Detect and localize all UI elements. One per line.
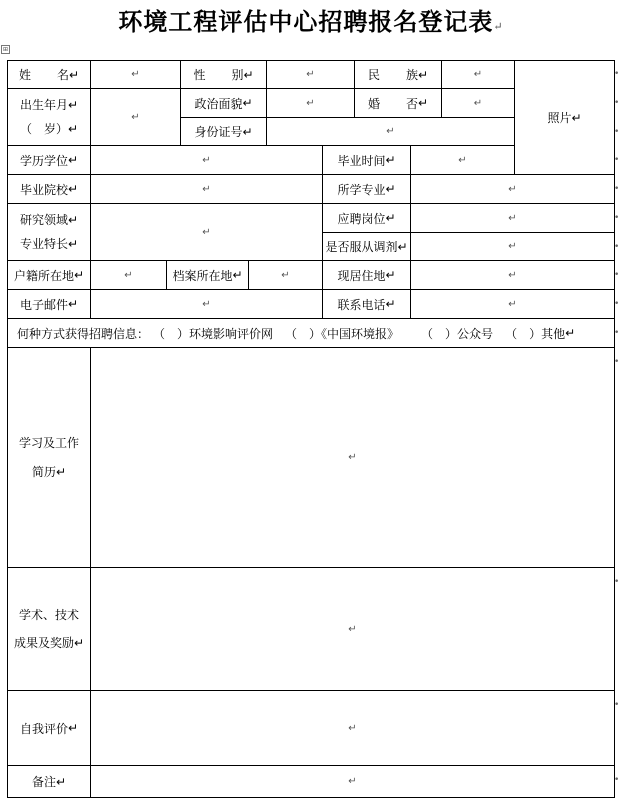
position-input-mark: ↵ [508,212,517,224]
hukou-input[interactable] [91,261,167,290]
info-source-row [7,319,615,348]
school-input-mark: ↵ [202,183,211,195]
achievement-label-mark: ↵ [73,636,85,650]
residence-label-text: 现居住地 [337,268,386,283]
photo-box[interactable] [515,60,615,175]
marital-input[interactable] [442,89,515,118]
email-label [7,290,91,319]
residence-input-mark: ↵ [508,269,517,281]
name-label-mark: ↵ [68,67,80,82]
achievement-label-text2: 成果及奖励 [13,636,74,650]
ethnicity-label [355,60,442,89]
research-label-text: 研究领域 [19,212,68,227]
political-label-text: 政治面貌 [194,96,243,111]
archive-label [167,261,249,290]
school-label [7,175,91,204]
specialty-line-mark: ↵ [67,236,79,251]
major-input-mark: ↵ [508,183,517,195]
degree-label-mark: ↵ [67,153,79,167]
name-input[interactable] [91,60,181,89]
political-label-mark: ↵ [242,96,253,110]
marital-label-mark: ↵ [417,96,429,110]
school-input[interactable] [91,175,323,204]
email-input[interactable] [91,290,323,319]
obey-input[interactable] [411,233,615,261]
phone-label [323,290,411,319]
row-end-mark: • [614,242,620,252]
achievement-input-mark: ↵ [348,623,357,635]
position-label [323,204,411,233]
ethnicity-label-mark: ↵ [417,67,429,82]
birth-line2-mark: ↵ [67,121,79,136]
id-number-input-mark: ↵ [386,126,395,137]
grad-time-input-mark: ↵ [458,154,467,166]
ethnicity-label-a: 民 [367,68,380,82]
email-label-text: 电子邮件 [19,297,68,312]
gender-label [181,60,267,89]
grad-time-input[interactable] [411,146,515,175]
resume-input-mark: ↵ [348,452,357,463]
resume-label-mark: ↵ [55,464,67,479]
marital-label-b: 否 [405,96,418,111]
political-label [181,89,267,118]
option-china-env-news[interactable]: （ ）《中国环境报》 [285,326,400,341]
major-input[interactable] [411,175,615,204]
row-end-mark: • [614,328,620,338]
major-label-text: 所学专业 [337,182,386,197]
row-end-mark: • [614,270,620,280]
position-label-mark: ↵ [385,211,396,225]
info-source-prefix: 何种方式获得招聘信息： [17,326,150,341]
self-eval-input-mark: ↵ [348,722,357,734]
resume-label [7,348,91,568]
form-title-text: 环境工程评估中心招聘报名登记表 [118,7,494,36]
obey-input-mark: ↵ [508,241,517,252]
archive-label-mark: ↵ [232,268,243,282]
research-label-line [20,213,78,227]
position-input[interactable] [411,204,615,233]
ethnicity-label-b: 族 [405,68,418,82]
school-label-mark: ↵ [67,182,79,196]
info-source-mark: ↵ [565,326,576,340]
option-wechat-account[interactable]: （ ）公众号 [421,326,494,341]
achievement-label-line2 [14,636,84,650]
photo-label-mark: ↵ [571,110,582,125]
phone-input[interactable] [411,290,615,319]
gender-label-mark: ↵ [243,67,254,82]
ethnicity-input-mark: ↵ [473,69,483,80]
resume-label-text2: 简历 [31,464,56,479]
row-end-mark: • [614,357,620,367]
name-input-mark: ↵ [131,69,140,80]
birth-label [7,89,91,146]
hukou-label-mark: ↵ [73,268,85,282]
phone-input-mark: ↵ [508,298,517,310]
birth-label-text1: 出生年月 [19,97,68,112]
hukou-label [7,261,91,290]
resume-label-line1 [19,436,79,450]
specialty-label-text: 专业特长 [19,236,68,251]
obey-label [323,233,411,261]
birth-label-line2 [20,122,78,136]
achievement-input[interactable] [91,568,615,691]
row-end-mark: • [614,213,620,223]
degree-label [7,146,91,175]
degree-input-mark: ↵ [202,154,211,166]
name-label-b: 名 [56,68,69,82]
birth-input[interactable] [91,89,181,146]
photo-label: 照片 [547,111,572,125]
remarks-label [7,766,91,798]
grad-time-label-text: 毕业时间 [337,153,386,168]
school-label-text: 毕业院校 [19,182,68,197]
self-eval-label [7,691,91,766]
birth-input-mark: ↵ [131,111,140,123]
id-number-label-mark: ↵ [242,124,253,139]
remarks-input-mark: ↵ [348,776,357,787]
self-eval-input[interactable] [91,691,615,766]
political-input-mark: ↵ [306,97,315,109]
major-label [323,175,411,204]
achievement-label-text1: 学术、技术 [18,607,79,622]
row-end-mark: • [614,127,620,137]
self-eval-label-text: 自我评价 [19,721,68,736]
research-specialty-label [7,204,91,261]
gender-input-mark: ↵ [306,69,315,80]
gender-label-b: 别 [231,68,244,82]
email-label-mark: ↵ [67,297,79,311]
residence-label [323,261,411,290]
remarks-label-mark: ↵ [55,774,67,789]
research-line-mark: ↵ [67,212,79,227]
row-end-mark: • [614,700,620,710]
residence-label-mark: ↵ [385,268,396,282]
option-eia-website[interactable]: （ ）环境影响评价网 [153,326,274,341]
table-anchor-icon[interactable]: ⊞ [2,46,9,53]
marital-label [355,89,442,118]
major-label-mark: ↵ [385,182,396,196]
title-para-mark: ↵ [493,20,504,33]
archive-label-text: 档案所在地 [172,268,233,283]
specialty-label-line [20,237,78,251]
row-end-mark: • [614,775,620,785]
remarks-label-text: 备注 [31,775,56,789]
birth-label-text2: （ 岁） [19,121,68,136]
achievement-label [7,568,91,691]
row-end-mark: • [614,299,620,309]
resume-label-text1: 学习及工作 [18,436,79,451]
row-end-mark: • [614,155,620,165]
phone-label-text: 联系电话 [337,297,386,312]
archive-input-mark: ↵ [281,269,290,281]
marital-label-a: 婚 [367,96,380,111]
hukou-input-mark: ↵ [124,269,133,281]
residence-input[interactable] [411,261,615,290]
marital-input-mark: ↵ [473,97,483,109]
resume-label-line2 [32,465,66,479]
name-label [7,60,91,89]
phone-label-mark: ↵ [385,297,396,311]
option-other[interactable]: （ ）其他 [505,326,566,341]
self-eval-label-mark: ↵ [67,721,79,735]
grad-time-label [323,146,411,175]
political-input[interactable] [267,89,355,118]
ethnicity-input[interactable] [442,60,515,89]
achievement-label-line1 [19,608,79,622]
hukou-label-text: 户籍所在地 [13,268,74,283]
name-label-a: 姓 [18,68,31,82]
archive-input[interactable] [249,261,323,290]
research-input[interactable] [91,204,323,261]
grad-time-label-mark: ↵ [385,153,396,167]
remarks-input[interactable] [91,766,615,798]
email-input-mark: ↵ [202,298,211,310]
degree-input[interactable] [91,146,323,175]
gender-input[interactable] [267,60,355,89]
obey-label-mark: ↵ [397,239,408,254]
id-number-label [181,118,267,146]
research-input-mark: ↵ [202,226,211,238]
birth-line1-mark: ↵ [67,97,79,112]
id-number-input[interactable] [267,118,515,146]
row-end-mark: • [614,577,620,587]
id-number-label-text: 身份证号 [194,125,243,139]
degree-label-text: 学历学位 [19,153,68,168]
resume-input[interactable] [91,348,615,568]
position-label-text: 应聘岗位 [337,211,386,226]
gender-label-a: 性 [193,68,206,82]
obey-label-text: 是否服从调剂 [325,240,398,254]
row-end-mark: • [614,184,620,194]
row-end-mark: • [614,98,620,108]
row-end-mark: • [614,69,620,79]
birth-label-line1 [20,98,78,112]
